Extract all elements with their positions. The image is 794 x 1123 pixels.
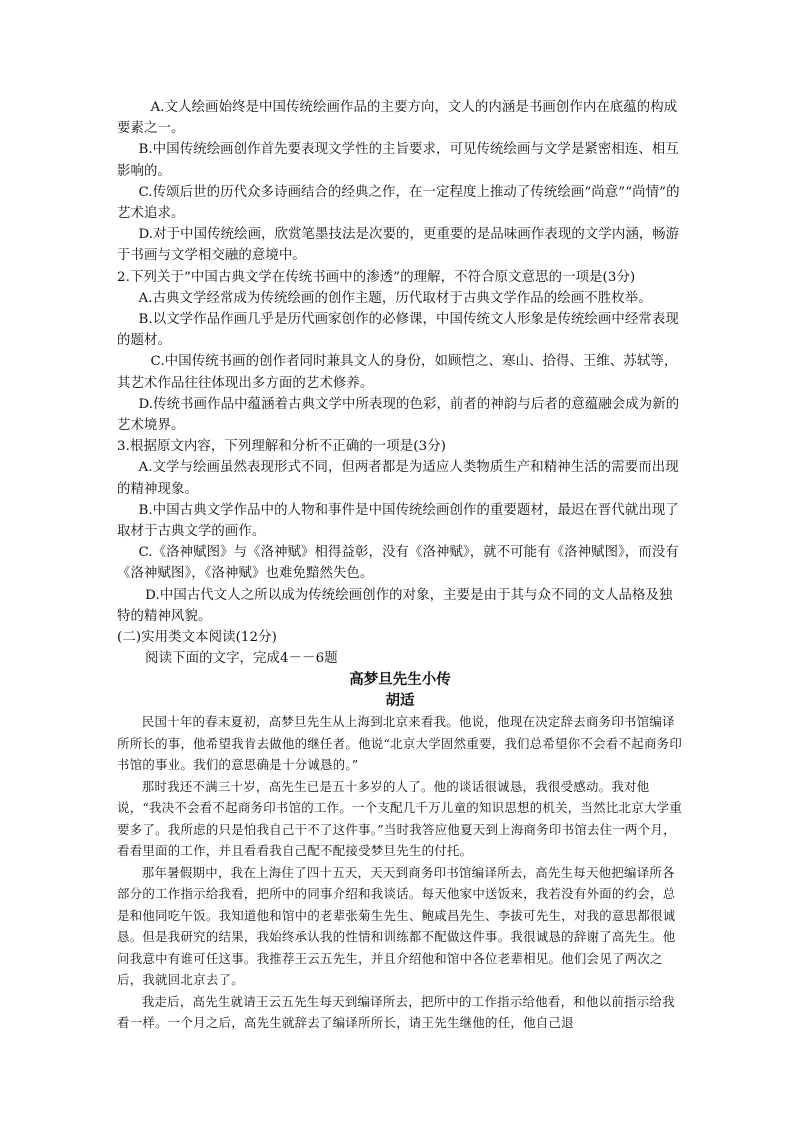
article-paragraph: 民国十年的春末夏初，高梦旦先生从上海到北京来看我。他说，他现在决定辞去商务印书馆编译所所长的事，他希望我肯去做他的继任者。他说“北京大学固然重要，我们总希望你不会看不起商务印书馆的事业。我们的意思确是十分诚恳的。” bbox=[117, 714, 683, 773]
option-1b: B.中国传统绘画创作首先要表现文学性的主旨要求，可见传统绘画与文学是紧密相连、相互影响的。 bbox=[117, 142, 679, 179]
section-instruction: 阅读下面的文字，完成4－－6题 bbox=[145, 651, 338, 667]
article-paragraph: 那年暑假期中，我在上海住了四十五天，天天到商务印书馆编译所去，高先生每天他把编译所各部分的工作指示给我看，把所中的同事介绍和我谈话。每天他家中送饭来，我若没有外面的约会，总是和他同吃午饭。我知道他和馆中的老辈张菊生先生、鲍咸昌先生、李拔可先生，对我的意思都很诚恳。但是我研究的结果，我始终承认我的性情和训练都不配做这件事。我很诚恳的辞谢了高先生。他问我意中有谁可任这事。我推荐王云五先生，并且介绍他和馆中各位老辈相见。他们会见了两次之后，我就回北京去了。 bbox=[117, 864, 676, 988]
option-3c: C.《洛神赋图》与《洛神赋》相得益彰，没有《洛神赋》，就不可能有《洛神赋图》，而没有《洛神赋图》，《洛神赋》也难免黯然失色。 bbox=[117, 545, 679, 582]
option-3b: B.中国古典文学作品中的人物和事件是中国传统绘画创作的重要题材，最迟在晋代就出现了取材于古典文学的画作。 bbox=[117, 502, 679, 540]
option-2b: B.以文学作品作画几乎是历代画家创作的必修课，中国传统文人形象是传统绘画中经常表现的题材。 bbox=[117, 312, 679, 349]
article-paragraph: 我走后，高先生就请王云五先生每天到编译所去，把所中的工作指示给他看，和他以前指示给我看一样。一个月之后，高先生就辞去了编译所所长，请王先生继他的任，他自己退 bbox=[117, 993, 675, 1031]
question-3: 3.根据原文内容，下列理解和分析不正确的一项是(3分) bbox=[117, 439, 447, 455]
option-2c: C.中国传统书画的创作者同时兼具文人的身份，如顾恺之、寒山、拾得、王维、苏轼等，其艺术作品往往体现出多方面的艺术修养。 bbox=[117, 354, 678, 391]
option-2d: D.传统书画作品中蕴涵着古典文学中所表现的色彩，前者的神韵与后者的意蕴融会成为新的艺术境界。 bbox=[117, 396, 680, 434]
option-3a: A.文学与绘画虽然表现形式不同，但两者都是为适应人类物质生产和精神生活的需要而出现的精神现象。 bbox=[117, 460, 679, 497]
article-author: 胡适 bbox=[385, 692, 415, 710]
article-title: 高梦旦先生小传 bbox=[349, 671, 451, 689]
option-1d: D.对于中国传统绘画，欣赏笔墨技法是次要的，更重要的是品味画作表现的文学内涵，畅游于书画与文学相交融的意境中。 bbox=[117, 227, 680, 264]
option-2a: A.古典文学经常成为传统绘画的创作主题，历代取材于古典文学作品的绘画不胜枚举。 bbox=[138, 290, 652, 306]
option-3d: D.中国古代文人之所以成为传统绘画创作的对象，主要是由于其与众不同的文人品格及独特的精神风貌。 bbox=[117, 587, 673, 624]
document-page bbox=[117, 97, 683, 1034]
question-2: 2.下列关于“中国古典文学在传统书画中的渗透”的理解，不符合原文意思的一项是(3分) bbox=[117, 269, 636, 285]
article-paragraph: 那时我还不满三十岁，高先生已是五十多岁的人了。他的谈话很诚恳，我很受感动。我对他说，“我决不会看不起商务印书馆的工作。一个支配几千万儿童的知识思想的机关，当然比北京大学重要多了。我所虑的只是怕我自己干不了这件事。”当时我答应他夏天到上海商务印书馆去住一两个月，看看里面的工作，并且看看我自己配不配接受梦旦先生的付托。 bbox=[117, 778, 683, 859]
option-1c: C.传颂后世的历代众多诗画结合的经典之作，在一定程度上推动了传统绘画“尚意”“尚情”的艺术追求。 bbox=[117, 184, 680, 222]
option-1a: A.文人绘画始终是中国传统绘画作品的主要方向，文人的内涵是书画创作内在底蕴的构成要素之一。 bbox=[117, 100, 678, 137]
section-heading: (二)实用类文本阅读(12分) bbox=[117, 630, 277, 646]
